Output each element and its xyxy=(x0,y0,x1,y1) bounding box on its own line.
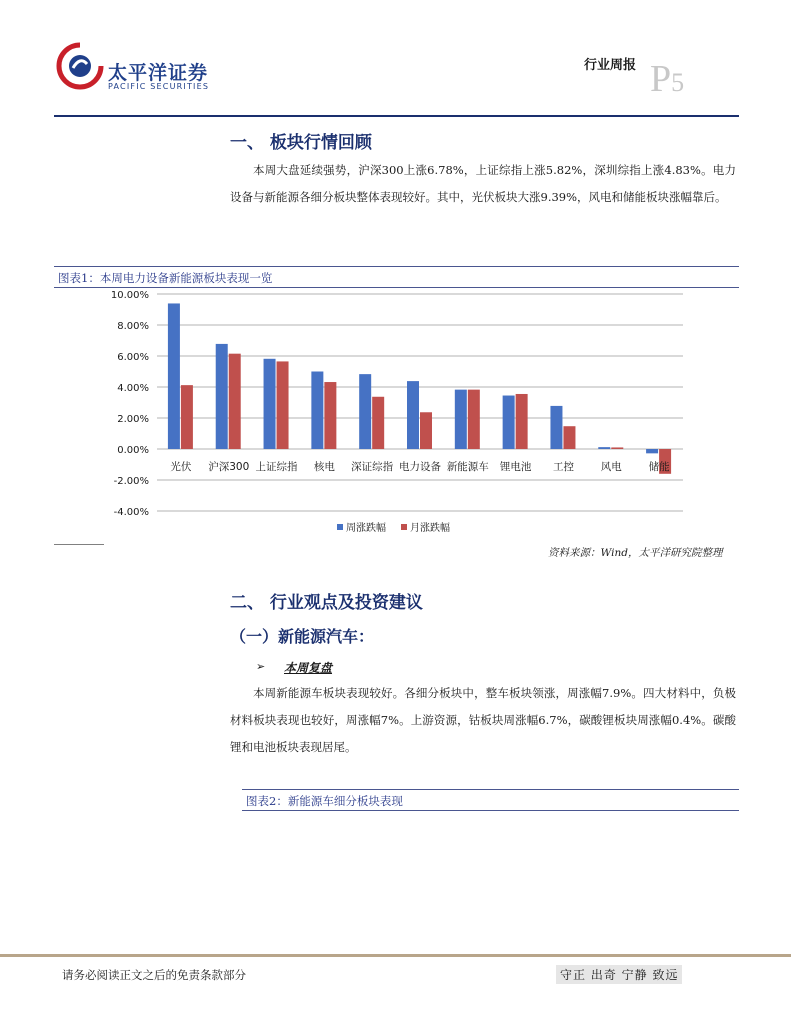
bar-monthly xyxy=(563,426,575,449)
x-category-label: 储能 xyxy=(648,461,670,473)
y-tick-label: 4.00% xyxy=(117,383,149,394)
section-1-paragraph: 本周大盘延续强势，沪深300上涨6.78%，上证综指上涨5.82%，深圳综指上涨4.83%。电力设备与新能源各细分板块整体表现较好。其中，光伏板块大涨9.39%，风电和储能板块涨幅靠后。 xyxy=(230,163,736,204)
brand-name-en: PACIFIC SECURITIES xyxy=(108,82,210,91)
y-tick-label: -2.00% xyxy=(113,476,149,487)
figure-2-top-rule xyxy=(242,789,739,790)
bar-weekly xyxy=(264,359,276,449)
y-tick-label: -4.00% xyxy=(113,507,149,518)
figure-2-caption-rule xyxy=(242,810,739,811)
legend-swatch xyxy=(401,524,407,530)
bullet-heading: 本周复盘 xyxy=(284,661,333,675)
bar-monthly xyxy=(229,354,241,449)
bar-weekly xyxy=(646,449,658,453)
x-category-label: 电力设备 xyxy=(399,461,441,473)
footer-divider xyxy=(0,954,791,957)
bar-monthly xyxy=(516,394,528,449)
figure-1-bar-chart xyxy=(54,288,739,544)
x-category-label: 核电 xyxy=(313,461,335,473)
y-tick-label: 8.00% xyxy=(117,321,149,332)
figure-1-bottom-rule xyxy=(54,544,104,545)
bar-monthly xyxy=(420,412,432,449)
bar-monthly xyxy=(468,390,480,449)
x-category-label: 工控 xyxy=(552,461,574,473)
x-category-label: 锂电池 xyxy=(499,461,532,473)
bar-monthly xyxy=(324,382,336,449)
subsection-1-paragraph: 本周新能源车板块表现较好。各细分板块中，整车板块领涨，周涨幅7.9%。四大材料中，负极材料板块表现也较好，周涨幅7%。上游资源，钴板块周涨幅6.7%，碳酸锂板块周涨幅0.4%。碳酸锂和电池板块表现居尾。 xyxy=(230,686,736,754)
bar-monthly xyxy=(372,397,384,449)
y-tick-label: 0.00% xyxy=(117,445,149,456)
x-category-label: 沪深300 xyxy=(208,461,250,473)
y-tick-label: 6.00% xyxy=(117,352,149,363)
bar-weekly xyxy=(216,344,228,449)
figure-1-caption: 图表1：本周电力设备新能源板块表现一览 xyxy=(58,271,273,285)
bar-monthly xyxy=(277,361,289,449)
bar-monthly xyxy=(611,447,623,449)
page-number xyxy=(650,60,684,102)
section-1-title: 一、 板块行情回顾 xyxy=(230,133,372,153)
section-2-title: 二、 行业观点及投资建议 xyxy=(230,593,423,613)
company-logo-icon xyxy=(56,42,104,90)
x-category-label: 光伏 xyxy=(170,461,192,473)
header-divider xyxy=(54,115,739,117)
legend-label: 周涨跌幅 xyxy=(346,523,386,534)
footer-motto: 守正 出奇 宁静 致远 xyxy=(556,965,682,984)
bullet-arrow-icon: ➢ xyxy=(256,660,266,673)
x-category-label: 深证综指 xyxy=(351,461,394,473)
legend-label: 月涨跌幅 xyxy=(410,523,450,534)
legend-swatch xyxy=(337,524,343,530)
figure-2-caption: 图表2：新能源车细分板块表现 xyxy=(246,794,403,808)
bar-weekly xyxy=(550,406,562,449)
figure-1-top-rule xyxy=(54,266,739,267)
bar-weekly xyxy=(311,372,323,450)
x-category-label: 新能源车 xyxy=(446,461,489,473)
x-category-label: 上证综指 xyxy=(255,461,298,473)
bar-weekly xyxy=(503,396,515,449)
brand-name-cn: 太平洋证券 xyxy=(108,62,209,84)
subsection-1-title: （一）新能源汽车： xyxy=(230,627,375,646)
page-digit: 5 xyxy=(671,68,685,97)
footer-disclaimer: 请务必阅读正文之后的免责条款部分 xyxy=(62,968,246,982)
report-type-label: 行业周报 xyxy=(584,58,637,73)
y-tick-label: 2.00% xyxy=(117,414,149,425)
bar-weekly xyxy=(455,390,467,449)
page-letter: P xyxy=(650,58,672,100)
bar-weekly xyxy=(168,303,180,449)
y-tick-label: 10.00% xyxy=(110,290,149,301)
figure-1-source: 资料来源：Wind，太平洋研究院整理 xyxy=(548,547,723,559)
bar-weekly xyxy=(359,374,371,449)
x-category-label: 风电 xyxy=(600,461,622,473)
bar-weekly xyxy=(407,381,419,449)
bar-weekly xyxy=(598,447,610,449)
bar-monthly xyxy=(181,385,193,449)
